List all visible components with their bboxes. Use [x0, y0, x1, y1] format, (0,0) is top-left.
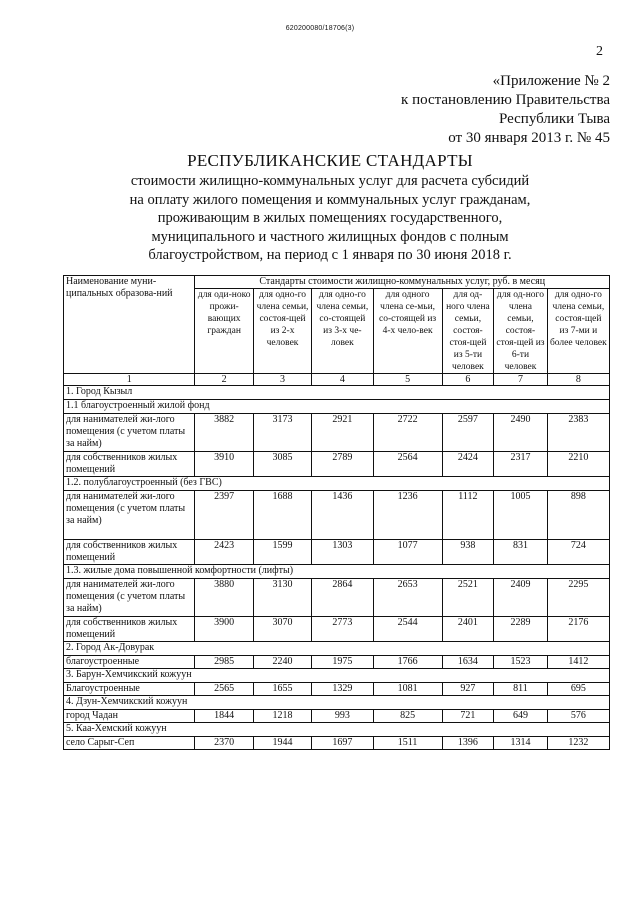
document-id: 620200080/18706(3) — [285, 25, 355, 32]
section-label: 5. Каа-Хемский кожуун — [64, 723, 610, 737]
value-cell: 2864 — [312, 579, 373, 617]
value-cell: 3085 — [253, 452, 311, 477]
column-number: 7 — [494, 374, 548, 386]
row-label: для нанимателей жи-лого помещения (с учетом платы за найм) — [64, 414, 195, 452]
section-row — [64, 477, 610, 491]
title-main: РЕСПУБЛИКАНСКИЕ СТАНДАРТЫ — [187, 151, 473, 170]
appendix-line: «Приложение № 2 — [492, 73, 610, 89]
value-cell: 1077 — [373, 540, 442, 565]
value-cell: 2653 — [373, 579, 442, 617]
section-label: 3. Барун-Хемчикский кожуун — [64, 669, 610, 683]
value-cell: 3173 — [253, 414, 311, 452]
value-cell: 927 — [442, 683, 494, 696]
table-row — [64, 617, 610, 642]
table-row — [64, 452, 610, 477]
column-header: для од-ного члена семьи, состоя-стоя-щей из 6-ти человек — [494, 289, 548, 374]
value-cell: 2397 — [195, 491, 253, 540]
value-cell: 3070 — [253, 617, 311, 642]
title-line: муниципального и частного жилищных фондов с полным — [151, 228, 509, 245]
row-label: село Сарыг-Сеп — [64, 737, 195, 750]
title-line: на оплату жилого помещения и коммунальных услуг гражданам, — [129, 191, 531, 208]
value-cell: 1232 — [547, 737, 609, 750]
value-cell: 1005 — [494, 491, 548, 540]
value-cell: 724 — [547, 540, 609, 565]
column-header: для одно-го члена семьи, состоя-щей из 2-х человек — [253, 289, 311, 374]
value-cell: 2564 — [373, 452, 442, 477]
appendix-line: к постановлению Правительства — [401, 92, 610, 108]
section-label: 1.3. жилые дома повышенной комфортности (лифты) — [64, 565, 610, 579]
table-body — [64, 374, 610, 750]
value-cell: 1329 — [312, 683, 373, 696]
value-cell: 1688 — [253, 491, 311, 540]
value-cell: 831 — [494, 540, 548, 565]
value-cell: 2789 — [312, 452, 373, 477]
header-municipality: Наименование муни-ципальных образова-ний — [64, 276, 195, 374]
column-number: 4 — [312, 374, 373, 386]
column-header: для од-ного члена семьи, состоя-стоя-щей из 5-ти человек — [442, 289, 494, 374]
value-cell: 2240 — [253, 656, 311, 669]
value-cell: 1396 — [442, 737, 494, 750]
table-row — [64, 683, 610, 696]
value-cell: 2423 — [195, 540, 253, 565]
section-row — [64, 386, 610, 400]
row-label: Благоустроенные — [64, 683, 195, 696]
section-label: 1. Город Кызыл — [64, 386, 610, 400]
value-cell: 1975 — [312, 656, 373, 669]
title-line: проживающим в жилых помещениях государственного, — [157, 210, 503, 226]
value-cell: 2985 — [195, 656, 253, 669]
value-cell: 3910 — [195, 452, 253, 477]
column-header: для оди-ноко прожи-вающих граждан — [195, 289, 253, 374]
value-cell: 1412 — [547, 656, 609, 669]
appendix-line: от 30 января 2013 г. № 45 — [448, 130, 610, 146]
value-cell: 1634 — [442, 656, 494, 669]
section-label: 1.2. полублагоустроенный (без ГВС) — [64, 477, 610, 491]
section-label: 4. Дзун-Хемчикский кожуун — [64, 696, 610, 710]
value-cell: 1599 — [253, 540, 311, 565]
value-cell: 1523 — [494, 656, 548, 669]
header-standards-group: Стандарты стоимости жилищно-коммунальных услуг, руб. в месяц — [195, 276, 610, 289]
row-label: для нанимателей жи-лого помещения (с учетом платы за найм) — [64, 491, 195, 540]
appendix-line: Республики Тыва — [498, 111, 610, 127]
document-title — [70, 150, 590, 265]
row-label: благоустроенные — [64, 656, 195, 669]
value-cell: 1844 — [195, 710, 253, 723]
value-cell: 938 — [442, 540, 494, 565]
value-cell: 3900 — [195, 617, 253, 642]
title-line: благоустройством, на период с 1 января по 30 июня 2018 г. — [148, 247, 512, 263]
standards-table — [63, 275, 610, 750]
value-cell: 1303 — [312, 540, 373, 565]
column-number: 8 — [547, 374, 609, 386]
section-row — [64, 642, 610, 656]
section-row — [64, 723, 610, 737]
column-number: 5 — [373, 374, 442, 386]
row-label: для собственников жилых помещений — [64, 617, 195, 642]
value-cell: 1511 — [373, 737, 442, 750]
value-cell: 811 — [494, 683, 548, 696]
section-row — [64, 669, 610, 683]
title-line: стоимости жилищно-коммунальных услуг для расчета субсидий — [130, 173, 530, 189]
value-cell: 3880 — [195, 579, 253, 617]
value-cell: 2424 — [442, 452, 494, 477]
column-number-row — [64, 374, 610, 386]
table-row — [64, 414, 610, 452]
value-cell: 2210 — [547, 452, 609, 477]
section-label: 2. Город Ак-Довурак — [64, 642, 610, 656]
section-label: 1.1 благоустроенный жилой фонд — [64, 400, 610, 414]
value-cell: 2370 — [195, 737, 253, 750]
table-row — [64, 737, 610, 750]
value-cell: 2383 — [547, 414, 609, 452]
column-header: для одного члена се-мьи, со-стоящей из 4-х чело-век — [373, 289, 442, 374]
section-row — [64, 400, 610, 414]
page-number: 2 — [596, 44, 603, 59]
value-cell: 2521 — [442, 579, 494, 617]
value-cell: 825 — [373, 710, 442, 723]
value-cell: 2544 — [373, 617, 442, 642]
column-number: 2 — [195, 374, 253, 386]
value-cell: 3130 — [253, 579, 311, 617]
value-cell: 2565 — [195, 683, 253, 696]
row-label: для нанимателей жи-лого помещения (с учетом платы за найм) — [64, 579, 195, 617]
value-cell: 3882 — [195, 414, 253, 452]
value-cell: 1112 — [442, 491, 494, 540]
row-label: для собственников жилых помещений — [64, 452, 195, 477]
value-cell: 695 — [547, 683, 609, 696]
value-cell: 993 — [312, 710, 373, 723]
value-cell: 1218 — [253, 710, 311, 723]
value-cell: 2722 — [373, 414, 442, 452]
row-label: город Чадан — [64, 710, 195, 723]
value-cell: 2490 — [494, 414, 548, 452]
column-header: для одно-го члена семьи, состоя-щей из 7-ми и более человек — [547, 289, 609, 374]
table-row — [64, 710, 610, 723]
value-cell: 2176 — [547, 617, 609, 642]
value-cell: 1081 — [373, 683, 442, 696]
value-cell: 721 — [442, 710, 494, 723]
value-cell: 2317 — [494, 452, 548, 477]
table-row — [64, 579, 610, 617]
value-cell: 2921 — [312, 414, 373, 452]
section-row — [64, 565, 610, 579]
table-row — [64, 540, 610, 565]
value-cell: 2289 — [494, 617, 548, 642]
value-cell: 2409 — [494, 579, 548, 617]
value-cell: 2773 — [312, 617, 373, 642]
column-header: для одно-го члена семьи, со-стоящей из 3-х че-ловек — [312, 289, 373, 374]
value-cell: 898 — [547, 491, 609, 540]
section-row — [64, 696, 610, 710]
table-row — [64, 491, 610, 540]
table-row — [64, 656, 610, 669]
value-cell: 1236 — [373, 491, 442, 540]
value-cell: 1655 — [253, 683, 311, 696]
value-cell: 1314 — [494, 737, 548, 750]
value-cell: 1944 — [253, 737, 311, 750]
value-cell: 649 — [494, 710, 548, 723]
column-number: 3 — [253, 374, 311, 386]
row-label: для собственников жилых помещений — [64, 540, 195, 565]
appendix-block — [401, 72, 610, 148]
value-cell: 1436 — [312, 491, 373, 540]
value-cell: 1697 — [312, 737, 373, 750]
column-number: 1 — [64, 374, 195, 386]
value-cell: 2597 — [442, 414, 494, 452]
value-cell: 576 — [547, 710, 609, 723]
value-cell: 2295 — [547, 579, 609, 617]
column-number: 6 — [442, 374, 494, 386]
value-cell: 2401 — [442, 617, 494, 642]
value-cell: 1766 — [373, 656, 442, 669]
